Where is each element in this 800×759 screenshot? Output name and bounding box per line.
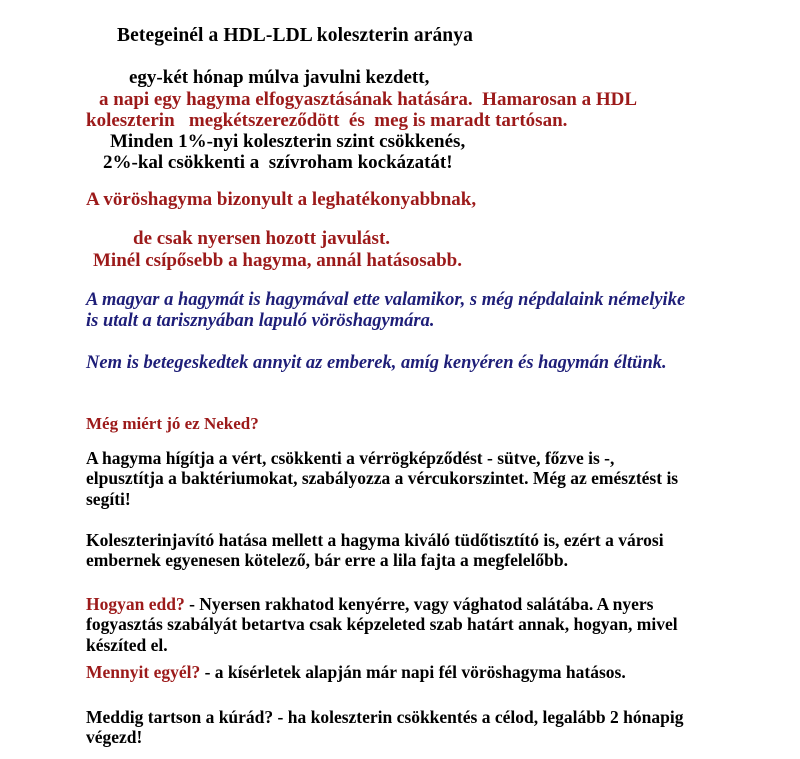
- intro-line-3: koleszterin megkétszereződött és meg is maradt tartósan.: [86, 110, 568, 131]
- intro-line-5: 2%-kal csökkenti a szívroham kockázatát!: [103, 152, 453, 173]
- lungs-body: Koleszterinjavító hatása mellett a hagyma kiváló tüdőtisztító is, ezért a városi embernek egyenesen kötelező, bár erre a lila fajta a megfelelőbb.: [86, 530, 664, 571]
- benefits-body: A hagyma hígítja a vért, csökkenti a vérrögképződést - sütve, főzve is -, elpusztítja a baktériumokat, szabályozza a vércukorszintet. Még az emésztést is segíti!: [86, 448, 679, 509]
- how-much-label: Mennyit egyél?: [86, 662, 201, 682]
- page-title: Betegeinél a HDL-LDL koleszterin aránya: [117, 25, 473, 46]
- benefits-heading: Még miért jó ez Neked?: [86, 414, 259, 433]
- how-much-paragraph: [86, 662, 700, 682]
- intro-line-1: egy-két hónap múlva javulni kezdett,: [129, 67, 430, 88]
- how-to-eat-paragraph: [86, 594, 700, 655]
- intro-line-4: Minden 1%-nyi koleszterin szint csökkenés,: [110, 131, 466, 152]
- onion-line-3: Minél csípősebb a hagyma, annál hatásosabb.: [93, 250, 462, 271]
- intro-line-2: a napi egy hagyma elfogyasztásának hatására. Hamarosan a HDL: [99, 89, 638, 110]
- how-to-eat-body: - Nyersen rakhatod kenyérre, vagy vághatod salátába. A nyers fogyasztás szabályát betartva csak képzeleted szab határt annak, hogyan, mivel készíted el.: [86, 594, 678, 655]
- how-much-body: - a kísérletek alapján már napi fél vöröshagyma hatásos.: [200, 662, 626, 682]
- folklore-paragraph-1: A magyar a hagymát is hagymával ette valamikor, s még népdalaink némelyike is utalt a tarisznyában lapuló vöröshagymára.: [86, 290, 686, 332]
- duration-body: Meddig tartson a kúrád? - ha koleszterin csökkentés a célod, legalább 2 hónapig végezd!: [86, 707, 684, 748]
- onion-line-2: de csak nyersen hozott javulást.: [133, 228, 391, 249]
- onion-line-1: A vöröshagyma bizonyult a leghatékonyabbnak,: [86, 189, 477, 210]
- how-to-eat-label: Hogyan edd?: [86, 594, 185, 614]
- folklore-paragraph-2: Nem is betegeskedtek annyit az emberek, amíg kenyéren és hagymán éltünk.: [86, 353, 667, 373]
